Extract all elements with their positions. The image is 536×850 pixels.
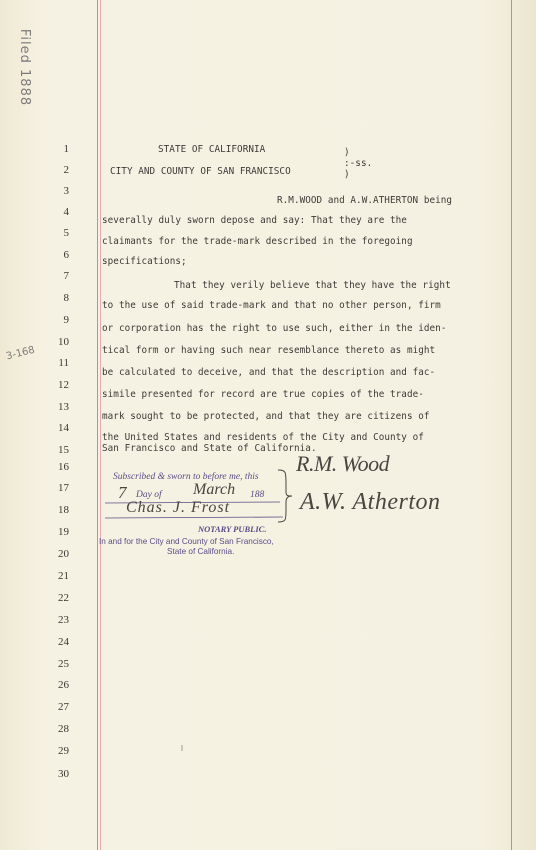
side-filing-note: Filed 1888 <box>17 28 33 107</box>
line-number: 26 <box>58 679 69 691</box>
affidavit-line: the United States and residents of the City and County of <box>102 432 424 443</box>
affidavit-line: R.M.WOOD and A.W.ATHERTON being <box>277 195 453 206</box>
venue-ss: :-ss. <box>344 158 373 169</box>
notary-signature: Chas. J. Frost <box>126 499 231 516</box>
venue-state: STATE OF CALIFORNIA <box>158 144 266 155</box>
line-number: 7 <box>63 270 69 282</box>
notary-jurisdiction-line-1: In and for the City and County of San Francisco, <box>99 537 274 546</box>
line-number: 8 <box>63 292 69 304</box>
line-number: 24 <box>58 636 69 648</box>
jurat-month: March <box>193 481 236 498</box>
line-number: 14 <box>58 422 69 434</box>
line-number: 9 <box>63 314 69 326</box>
jurat-year: 188 <box>250 490 265 500</box>
line-number: 15 <box>58 444 69 456</box>
affidavit-line: to the use of said trade-mark and that no other person, firm <box>102 300 441 311</box>
line-number: 1 <box>63 143 69 155</box>
venue-brace-top: ) <box>344 147 350 158</box>
line-number: 11 <box>58 357 69 369</box>
notary-jurisdiction-line-2: State of California. <box>167 547 235 556</box>
line-number: 13 <box>58 401 69 413</box>
notary-title: NOTARY PUBLIC. <box>198 524 267 534</box>
affidavit-line: or corporation has the right to use such, either in the iden- <box>102 323 447 334</box>
line-number: 20 <box>58 548 69 560</box>
stray-mark <box>180 745 184 753</box>
affidavit-line: severally duly sworn depose and say: That they are the <box>102 215 407 226</box>
affidavit-line: simile presented for record are true copies of the trade- <box>102 389 424 400</box>
line-number: 28 <box>58 723 69 735</box>
line-number: 6 <box>63 249 69 261</box>
jurat-day-word: Day of <box>136 490 162 500</box>
affidavit-line: tical form or having such near resemblance thereto as might <box>102 345 436 356</box>
line-number: 3 <box>63 185 69 197</box>
margin-note: 3-168 <box>5 344 36 363</box>
jurat-subscribed-text: Subscribed & sworn to before me, this <box>113 472 259 482</box>
line-number: 5 <box>63 227 69 239</box>
venue-county: CITY AND COUNTY OF SAN FRANCISCO <box>110 166 291 177</box>
line-number: 4 <box>63 206 69 218</box>
line-number: 27 <box>58 701 69 713</box>
line-number: 16 <box>58 461 69 473</box>
signature-first: R.M. Wood <box>296 451 390 476</box>
line-number: 30 <box>58 768 69 780</box>
line-number: 21 <box>58 570 69 582</box>
line-number: 29 <box>58 745 69 757</box>
line-number: 25 <box>58 658 69 670</box>
affidavit-line: mark sought to be protected, and that they are citizens of <box>102 411 430 422</box>
line-number: 23 <box>58 614 69 626</box>
signature-second: A.W. Atherton <box>300 489 441 515</box>
venue-brace-bottom: ) <box>344 169 350 180</box>
left-margin-rule-secondary <box>100 0 101 850</box>
line-number: 22 <box>58 592 69 604</box>
affidavit-line: be calculated to deceive, and that the description and fac- <box>102 367 436 378</box>
jurat-day-number: 7 <box>118 483 127 502</box>
line-number: 18 <box>58 504 69 516</box>
line-number: 2 <box>63 164 69 176</box>
affidavit-line: specifications; <box>102 256 187 267</box>
line-number: 17 <box>58 482 69 494</box>
line-number: 12 <box>58 379 69 391</box>
right-margin-rule <box>511 0 512 850</box>
line-number: 10 <box>58 336 69 348</box>
affidavit-line: San Francisco and State of California. <box>102 443 317 454</box>
affidavit-line: That they verily believe that they have the right <box>174 280 451 291</box>
affidavit-line: claimants for the trade-mark described in the foregoing <box>102 236 413 247</box>
left-margin-rule <box>97 0 98 850</box>
signature-bracket <box>276 466 296 526</box>
line-number: 19 <box>58 526 69 538</box>
